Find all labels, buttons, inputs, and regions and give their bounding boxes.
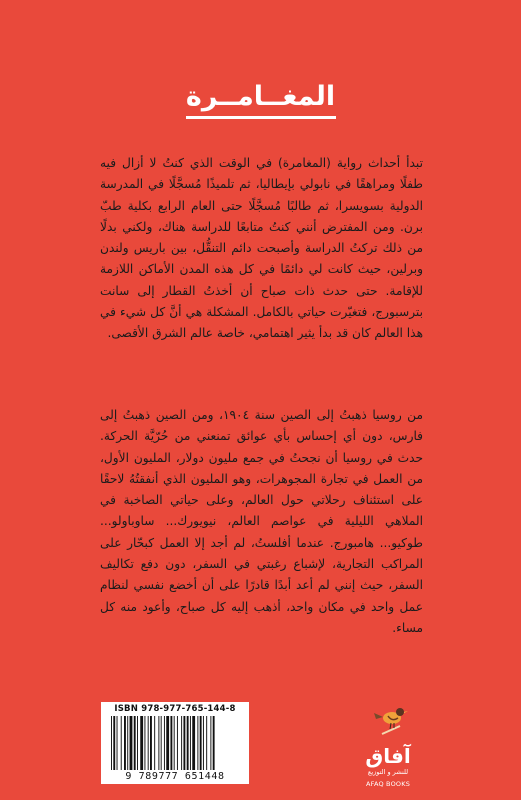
book-title: المغــامــرة [185,81,336,112]
isbn-label: ISBN 978-977-765-144-8 [114,704,236,714]
barcode-bars [109,716,241,772]
publisher-logo-word: آفاق [365,744,411,768]
isbn-barcode [101,702,249,784]
publisher-name-en: AFAQ BOOKS [365,780,411,788]
publisher-subtitle: للنشر و التوزيع [367,768,409,776]
synopsis-paragraph-2: من روسيا ذهبتُ إلى الصين سنة ١٩٠٤، ومن الصين ذهبتُ إلى فارس، دون أي إحساس بأي عوائق تمنعني من حُرّيَّة الحركة. حدث في روسيا أن نجحتُ في جمع مليون دولار، المليون الأول، من العمل في تجارة المجوهرات، وهو المليون الذي أنفقتُهُ لاحقًا على استئناف رحلاتي حول العالم، وعلى حياتي الصاخبة في الملاهي الليلية في عواصم العالم، نيويورك... ساوباولو... طوكيو... هامبورج. عندما أفلستُ، لم أجد إلا العمل كبحّار على المراكب التجارية، لإشباع رغبتي في السفر، دون دفع تكاليف السفر، حيث إنني لم أعد أبدًا قادرًا على أن أخضع نفسي لنظام عمل واحد في مكان واحد، أذهب إليه كل صباح، وأعود منه كل مساء. [100,408,423,635]
publisher-logo [352,686,424,794]
synopsis-paragraph-1: تبدأ أحداث رواية (المغامرة) في الوقت الذي كنتُ لا أزال فيه طفلًا ومراهقًا في نابولي بإيطاليا، ثم تلميذًا مُسجَّلًا في المدرسة الدولية بسويسرا، ثم طالبًا مُسجَّلًا حتى العام الرابع بكلية طبّ برن. ومن المفترض أنني كنتُ متابعًا للدراسة هناك، ولكني بدلًا من ذلك تركتُ الدراسة وأصبحت دائم التنقُّل، بين باريس ولندن وبرلين، حيث كانت لي دائمًا في كل هذه المدن الأماكن اللازمة للإقامة. حتى حدث ذات صباح أن أخذتُ القطار إلى سانت بترسبورج، فتغيّرت حياتي بالكامل. المشكلة هي أنَّ كل شيء في هذا العالم كان قد بدأ يثير اهتمامي، خاصة عالم الشرق الأقصى. [100,156,423,341]
title-underline [186,116,336,119]
bird-on-branch-icon [352,686,424,746]
barcode-digits: 9 789777 651448 [125,771,225,782]
